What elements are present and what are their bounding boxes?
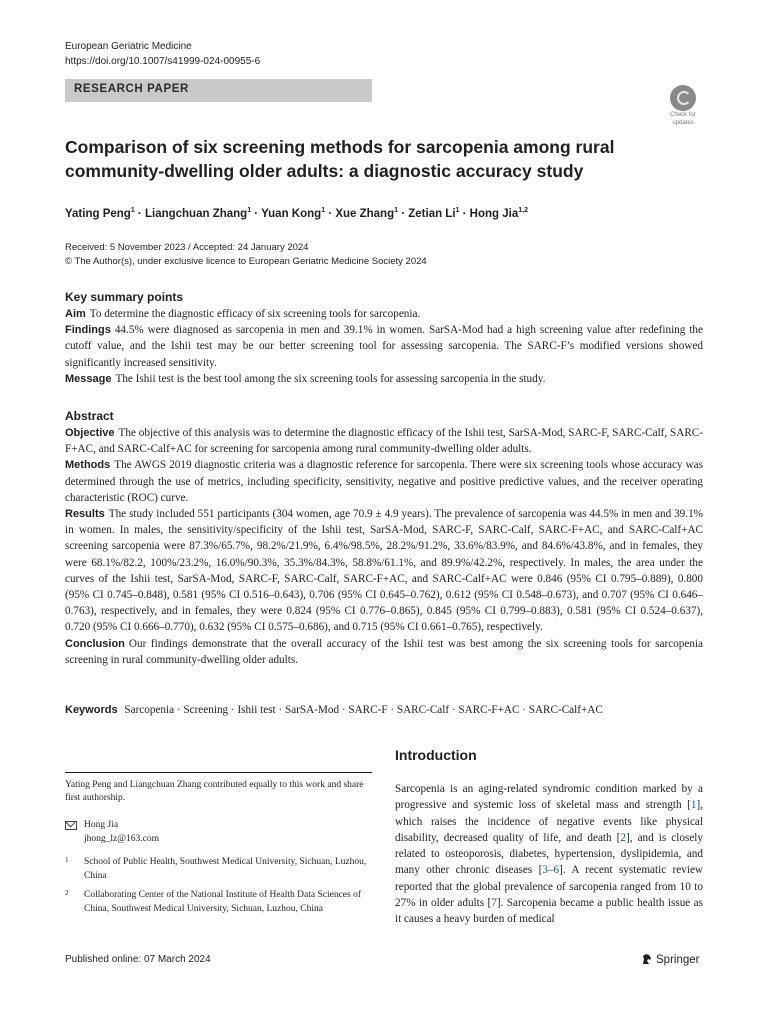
labelled-paragraph xyxy=(65,506,703,636)
introduction-text xyxy=(395,781,703,928)
paragraph-label: Objective xyxy=(65,427,115,439)
paragraph-label: Aim xyxy=(65,308,86,320)
paragraph-label: Message xyxy=(65,372,112,385)
author-separator: · xyxy=(325,207,336,220)
author-separator: · xyxy=(134,207,145,220)
author-separator: · xyxy=(251,207,262,220)
author-name: Hong Jia xyxy=(469,207,519,220)
author-affiliation-sup: 1,2 xyxy=(518,207,528,214)
author[interactable] xyxy=(145,208,251,220)
paragraph-label: Conclusion xyxy=(65,637,125,650)
paragraph-text: The Ishii test is the best tool among the six screening tools for assessing sarcopenia in the study. xyxy=(115,372,546,385)
corresponding-author-name: Hong Jia xyxy=(84,820,119,830)
springer-horse-icon xyxy=(641,953,653,965)
labelled-paragraph xyxy=(65,322,703,371)
journal-name: European Geriatric Medicine xyxy=(65,41,192,52)
copyright-notice: © The Author(s), under exclusive licence to European Geriatric Medicine Society 2024 xyxy=(65,256,427,267)
author[interactable] xyxy=(65,208,135,220)
intro-text-segment: ], which raises the incidence of negative events like physical disability, decreased quality of life, and death [ xyxy=(395,799,703,844)
equal-contribution-footnote: Yating Peng and Liangchuan Zhang contributed equally to this work and share first authorship. xyxy=(65,780,364,803)
footnote-divider xyxy=(65,772,372,773)
check-updates-line2: updates xyxy=(672,119,694,126)
affiliation xyxy=(65,856,372,883)
author-affiliation-sup: 1 xyxy=(247,207,252,214)
keywords-text: Sarcopenia · Screening · Ishii test · SarSA-Mod · SARC-F · SARC-Calf · SARC-F+AC · SARC-Calf+AC xyxy=(124,704,603,716)
author-name: Yating Peng xyxy=(65,207,131,220)
article-type-label: RESEARCH PAPER xyxy=(74,83,189,95)
labelled-paragraph xyxy=(65,636,703,668)
introduction-heading: Introduction xyxy=(395,747,477,763)
publisher-logo xyxy=(641,953,699,966)
labelled-paragraph xyxy=(65,371,703,387)
affiliation-number: 2 xyxy=(65,889,69,897)
published-online-date: Published online: 07 March 2024 xyxy=(65,954,211,965)
author-name: Zetian Li xyxy=(408,207,456,220)
author[interactable] xyxy=(470,208,528,220)
article-type-banner xyxy=(65,79,372,102)
author-affiliation-sup: 1 xyxy=(455,207,460,214)
paragraph-label: Results xyxy=(65,508,105,521)
author-separator: · xyxy=(459,207,470,220)
author-affiliation-sup: 1 xyxy=(321,207,326,214)
check-updates-icon xyxy=(670,85,696,111)
key-summary-points xyxy=(65,306,703,387)
envelope-icon xyxy=(65,821,77,830)
paragraph-text: 44.5% were diagnosed as sarcopenia in men and 39.1% in women. SarSA-Mod had a high screening value after redefining the cutoff value, and the Ishii test may be our better screening tool for assessing sarcopenia. The SARC-F’s modified versions showed significantly increased sensitivity. xyxy=(65,324,703,369)
author-affiliation-sup: 1 xyxy=(394,207,399,214)
author-name: Xue Zhang xyxy=(335,207,395,220)
author-name: Liangchuan Zhang xyxy=(144,207,248,220)
affiliation-number: 1 xyxy=(65,856,69,864)
citation-link[interactable]: 1 xyxy=(690,799,697,812)
author-separator: · xyxy=(398,207,409,220)
corresponding-author xyxy=(65,818,372,846)
author-list xyxy=(65,203,528,222)
corresponding-author-email[interactable]: jhong_lz@163.com xyxy=(84,834,159,844)
citation-link[interactable]: 7 xyxy=(491,897,497,910)
author[interactable] xyxy=(408,208,459,220)
author[interactable] xyxy=(261,208,325,220)
paragraph-text: The AWGS 2019 diagnostic criteria was a diagnostic reference for sarcopenia. There were six screening tools whose accuracy was determined through the use of metrics, including specificity, sensitivity, negative and positive predictive values, and the receiver operating characteristic (ROC) curve. xyxy=(65,459,703,504)
author[interactable] xyxy=(335,208,398,220)
citation-link[interactable]: 3–6 xyxy=(542,864,560,877)
keywords-label: Keywords xyxy=(65,704,118,716)
paragraph-text: The objective of this analysis was to determine the diagnostic efficacy of the Ishii test, SarSA-Mod, SARC-F, SARC-Calf, SARC-F+AC, and SARC-Calf+AC for screening for sarcopenia among rural community-dwelling older adults. xyxy=(65,427,703,456)
labelled-paragraph xyxy=(65,306,703,322)
author-affiliation-sup: 1 xyxy=(130,207,135,214)
paragraph-text: Our findings demonstrate that the overall accuracy of the Ishii test was best among the six screening tools for sarcopenia screening in rural community-dwelling older adults. xyxy=(65,637,703,666)
key-summary-heading: Key summary points xyxy=(65,290,184,304)
affiliation xyxy=(65,889,372,916)
abstract-body xyxy=(65,425,703,668)
article-title: Comparison of six screening methods for sarcopenia among rural community-dwelling older adults: a diagnostic accuracy study xyxy=(65,137,615,181)
affiliation-text: Collaborating Center of the National Institute of Health Data Sciences of China, Southwest Medical University, Sichuan, Luzhou, China xyxy=(84,890,361,914)
paragraph-label: Methods xyxy=(65,459,111,472)
check-updates-line1: Check for xyxy=(670,112,696,118)
publisher-name: Springer xyxy=(656,954,700,966)
author-name: Yuan Kong xyxy=(261,207,322,220)
citation-link[interactable]: 2 xyxy=(620,831,626,844)
paragraph-text: To determine the diagnostic efficacy of six screening tools for sarcopenia. xyxy=(89,308,421,320)
intro-text-segment: ]. A recent systematic review reported that the global prevalence of sarcopenia ranged from 10 to 27% in older adults [ xyxy=(395,864,703,910)
intro-text-segment: ], and is closely related to osteoporosis, diabetes, hypertension, dyslipidemia, and many other chronic diseases [ xyxy=(395,831,703,877)
intro-text-segment: ]. Sarcopenia became a public health issue as it causes a heavy burden of medical xyxy=(395,897,703,926)
affiliation-text: School of Public Health, Southwest Medical University, Sichuan, Luzhou, China xyxy=(84,857,367,881)
labelled-paragraph xyxy=(65,457,703,506)
abstract-heading: Abstract xyxy=(65,409,114,423)
labelled-paragraph xyxy=(65,425,703,457)
keywords xyxy=(65,702,703,718)
check-for-updates-badge[interactable] xyxy=(664,85,702,126)
doi-link[interactable]: https://doi.org/10.1007/s41999-024-00955-6 xyxy=(65,56,261,67)
received-accepted-dates: Received: 5 November 2023 / Accepted: 24 January 2024 xyxy=(65,242,309,253)
intro-text-segment: Sarcopenia is an aging-related syndromic condition marked by a progressive and systemic loss of skeletal mass and strength [ xyxy=(395,783,703,812)
paragraph-label: Findings xyxy=(65,324,111,337)
paragraph-text: The study included 551 participants (304 women, age 70.9 ± 4.9 years). The prevalence of sarcopenia was 44.5% in men and 39.1% in women. In males, the sensitivity/specificity of the Ishii test, SarSA-Mod, SARC-F, SARC-Calf, SARC-F+AC, and SARC-Calf+AC screening sarcopenia were 87.3%/65.7%, 98.2%/21.9%, 6.4%/98.5%, 28.2%/91.2%, 33.6%/83.9%, and 84.6%/43.8%, and in females, they were 68.1%/82.2, 100%/23.2%, 16.0%/90.3%, 35.3%/84.3%, 58.8%/61.1%, and 89.9%/42.2%, respectively. In males, the area under the curves of the Ishii test, SarSA-Mod, SARC-F, SARC-Calf, SARC-F+AC, and SARC-Calf+AC were 0.846 (95% CI 0.795–0.889), 0.800 (95% CI 0.745–0.848), 0.581 (95% CI 0.516–0.643), 0.706 (95% CI 0.645–0.762), 0.612 (95% CI 0.548–0.673), and 0.707 (95% CI 0.646–0.763), respectively, and in females, they were 0.824 (95% CI 0.776–0.865), 0.845 (95% CI 0.799–0.883), 0.581 (95% CI 0.524–0.637), 0.720 (95% CI 0.666–0.770), 0.632 (95% CI 0.575–0.686), and 0.715 (95% CI 0.661–0.765), respectively. xyxy=(65,508,703,634)
